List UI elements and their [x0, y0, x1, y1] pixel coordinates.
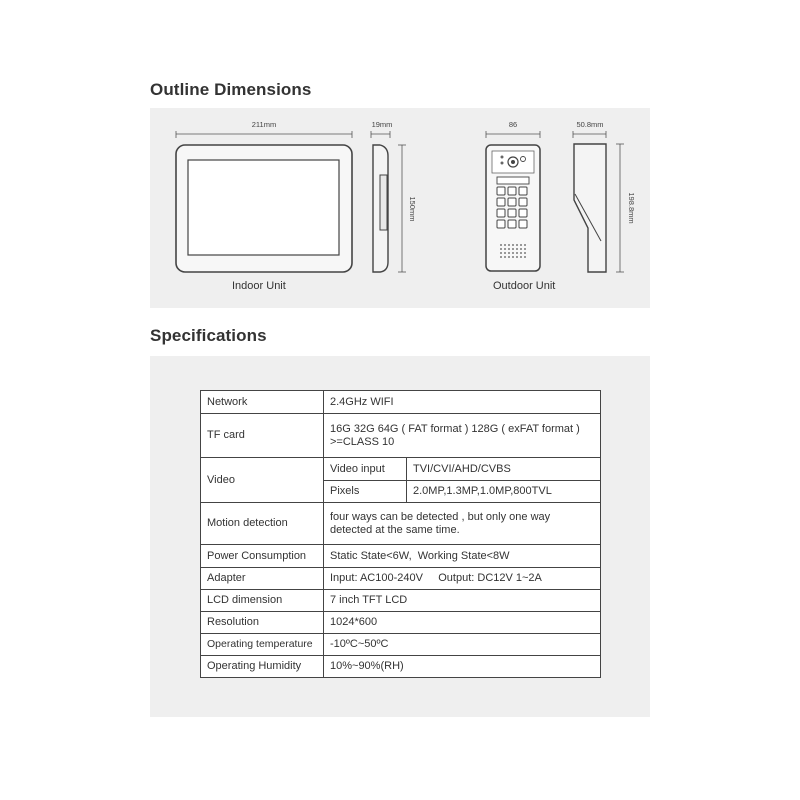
- indoor-width-label: 211mm: [251, 120, 277, 129]
- indoor-height-label: 150mm: [408, 196, 417, 222]
- spec-value-motion: [324, 503, 601, 545]
- spec-value-resolution: 1024*600: [324, 612, 601, 634]
- table-row: [201, 634, 601, 656]
- spec-value-motion-line2: detected at the same time.: [330, 523, 460, 536]
- spec-value-tf-card-line2: >=CLASS 10: [330, 435, 395, 448]
- spec-value-network: 2.4GHz WIFI: [324, 391, 601, 414]
- outdoor-unit-front-view: [486, 120, 540, 271]
- spec-label-adapter: Adapter: [201, 568, 324, 590]
- outdoor-unit-side-view: [573, 120, 636, 272]
- table-row: [201, 590, 601, 612]
- spec-value-humidity: 10%~90%(RH): [324, 656, 601, 678]
- spec-label-temperature: Operating temperature: [201, 634, 324, 656]
- outline-drawing: [0, 0, 800, 320]
- outdoor-width-label: 86: [508, 120, 518, 129]
- table-row: [201, 568, 601, 590]
- specifications-title: Specifications: [150, 326, 267, 345]
- spec-value-motion-line1: four ways can be detected , but only one way: [330, 510, 551, 523]
- indoor-unit-side-view: [371, 120, 417, 272]
- outdoor-depth-label: 50.8mm: [576, 120, 604, 129]
- outdoor-unit-caption: Outdoor Unit: [493, 280, 556, 292]
- spec-value-video-input: TVI/CVI/AHD/CVBS: [407, 458, 601, 481]
- specifications-table: [200, 390, 601, 678]
- table-row: [201, 656, 601, 678]
- spec-value-adapter: Input: AC100-240V Output: DC12V 1~2A: [324, 568, 601, 590]
- spec-value-lcd: 7 inch TFT LCD: [324, 590, 601, 612]
- table-row: [201, 612, 601, 634]
- spec-value-pixels: 2.0MP,1.3MP,1.0MP,800TVL: [407, 481, 601, 503]
- spec-value-tf-card-line1: 16G 32G 64G ( FAT format ) 128G ( exFAT format ): [330, 422, 580, 435]
- outdoor-height-label: 198.8mm: [627, 192, 636, 224]
- spec-value-tf-card: [324, 414, 601, 458]
- indoor-depth-label: 19mm: [371, 120, 393, 129]
- spec-value-temperature: -10ºC~50ºC: [324, 634, 601, 656]
- indoor-unit-caption: Indoor Unit: [232, 280, 286, 292]
- spec-label-power: Power Consumption: [201, 545, 324, 568]
- table-row: [201, 391, 601, 414]
- spec-sublabel-video-input: Video input: [324, 458, 407, 481]
- table-row: [201, 503, 601, 545]
- spec-label-motion: Motion detection: [201, 503, 324, 545]
- spec-label-video: Video: [201, 458, 324, 503]
- spec-value-power: Static State<6W, Working State<8W: [324, 545, 601, 568]
- outline-dimensions-title: Outline Dimensions: [150, 80, 312, 99]
- table-row: [201, 545, 601, 568]
- table-row: [201, 414, 601, 458]
- spec-sublabel-pixels: Pixels: [324, 481, 407, 503]
- spec-label-humidity: Operating Humidity: [201, 656, 324, 678]
- spec-label-tf-card: TF card: [201, 414, 324, 458]
- table-row: [201, 458, 601, 481]
- spec-label-resolution: Resolution: [201, 612, 324, 634]
- indoor-unit-front-view: [176, 120, 352, 272]
- spec-label-lcd: LCD dimension: [201, 590, 324, 612]
- spec-label-network: Network: [201, 391, 324, 414]
